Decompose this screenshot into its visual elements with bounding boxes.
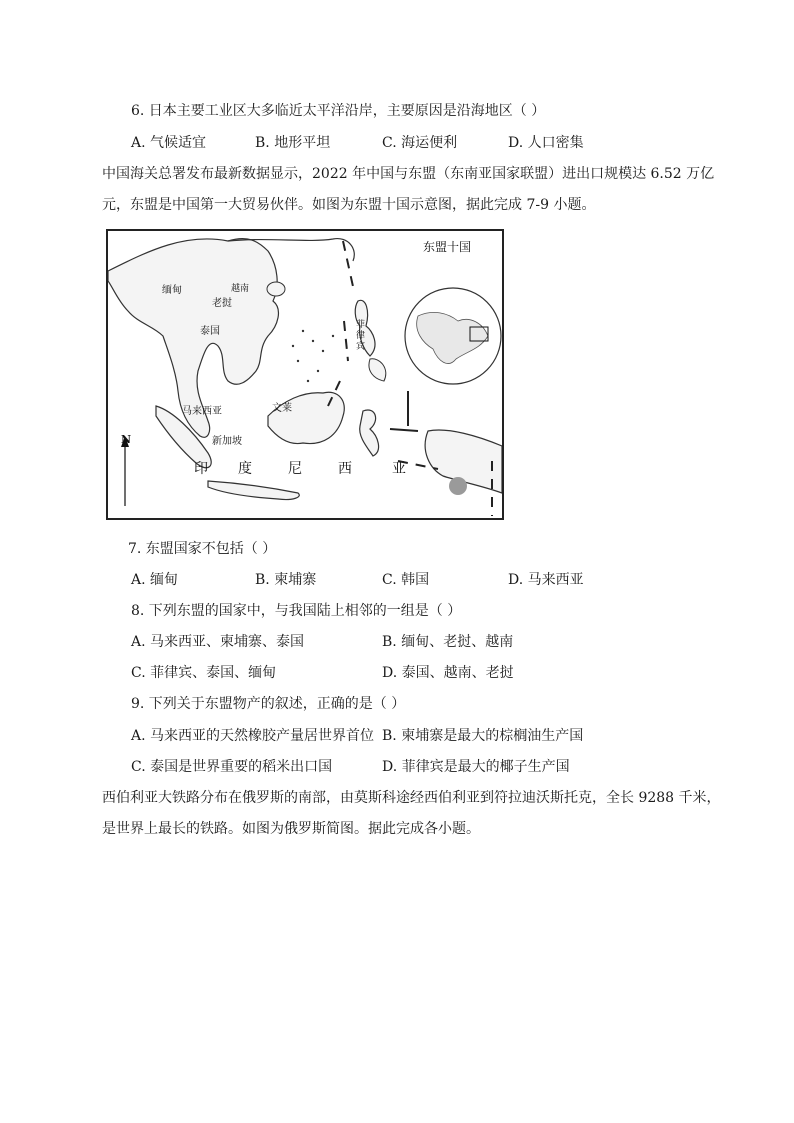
label-indonesia-2: 度 bbox=[238, 461, 252, 477]
label-thailand: 泰国 bbox=[200, 326, 220, 337]
q9-option-c: C. 泰国是世界重要的稻米出口国 bbox=[131, 759, 333, 775]
label-singapore: 新加坡 bbox=[212, 436, 242, 447]
q6-option-c: C. 海运便利 bbox=[382, 135, 458, 151]
q7-option-d: D. 马来西亚 bbox=[508, 572, 584, 588]
passage2-line1: 西伯利亚大铁路分布在俄罗斯的南部，由莫斯科途经西伯利亚到符拉迪沃斯托克，全长 9288 千米， bbox=[102, 790, 721, 806]
asean-map-drawing bbox=[108, 231, 502, 518]
q9-option-b: B. 柬埔寨是最大的棕榈油生产国 bbox=[382, 728, 584, 744]
q8-option-a: A. 马来西亚、柬埔寨、泰国 bbox=[131, 634, 305, 650]
label-philippines-2: 律 bbox=[356, 331, 366, 341]
q9-option-d: D. 菲律宾是最大的椰子生产国 bbox=[382, 759, 570, 775]
label-myanmar: 缅甸 bbox=[162, 285, 182, 296]
q6-option-b: B. 地形平坦 bbox=[255, 135, 331, 151]
q6-option-a: A. 气候适宜 bbox=[131, 135, 207, 151]
sulawesi-island bbox=[360, 410, 379, 456]
q7-option-a: A. 缅甸 bbox=[131, 572, 179, 588]
borneo-island bbox=[268, 392, 344, 443]
label-philippines-3: 宾 bbox=[356, 342, 366, 352]
label-brunei: 文莱 bbox=[272, 403, 292, 414]
mindanao-island bbox=[369, 359, 386, 381]
label-indonesia-3: 尼 bbox=[288, 461, 302, 477]
q8-option-d: D. 泰国、越南、老挝 bbox=[382, 665, 514, 681]
asean-map bbox=[106, 229, 504, 520]
q7-option-b: B. 柬埔寨 bbox=[255, 572, 317, 588]
q8-option-c: C. 菲律宾、泰国、缅甸 bbox=[131, 665, 277, 681]
label-indonesia-1: 印 bbox=[194, 461, 208, 477]
label-vietnam: 越南 bbox=[231, 284, 250, 294]
islets bbox=[292, 330, 334, 382]
label-indonesia-4: 西 bbox=[338, 461, 352, 477]
q8-stem: 8. 下列东盟的国家中，与我国陆上相邻的一组是（ ） bbox=[131, 603, 462, 619]
label-philippines-1: 菲 bbox=[356, 320, 366, 330]
map-title: 东盟十国 bbox=[423, 240, 472, 254]
q9-stem: 9. 下列关于东盟物产的叙述，正确的是（ ） bbox=[131, 696, 406, 712]
north-label: N bbox=[121, 433, 132, 446]
q8-option-b: B. 缅甸、老挝、越南 bbox=[382, 634, 514, 650]
east-timor-spot bbox=[449, 477, 467, 495]
q7-option-c: C. 韩国 bbox=[382, 572, 430, 588]
passage1-line2: 元，东盟是中国第一大贸易伙伴。如图为东盟十国示意图，据此完成 7-9 小题。 bbox=[102, 197, 596, 213]
label-indonesia-5: 亚 bbox=[392, 461, 406, 477]
q7-stem: 7. 东盟国家不包括（ ） bbox=[128, 541, 277, 557]
label-laos: 老挝 bbox=[212, 298, 232, 309]
label-malaysia: 马来西亚 bbox=[182, 406, 222, 417]
q6-option-d: D. 人口密集 bbox=[508, 135, 584, 151]
boundary-marker bbox=[390, 391, 418, 431]
passage1-line1: 中国海关总署发布最新数据显示，2022 年中国与东盟（东南亚国家联盟）进出口规模达 6.52 万亿 bbox=[102, 166, 715, 182]
q9-option-a: A. 马来西亚的天然橡胶产量居世界首位 bbox=[131, 728, 375, 744]
hainan-island bbox=[267, 282, 285, 296]
passage2-line2: 是世界上最长的铁路。如图为俄罗斯简图。据此完成各小题。 bbox=[102, 821, 480, 837]
q6-stem: 6. 日本主要工业区大多临近太平洋沿岸，主要原因是沿海地区（ ） bbox=[131, 103, 546, 119]
java-island bbox=[208, 481, 299, 500]
